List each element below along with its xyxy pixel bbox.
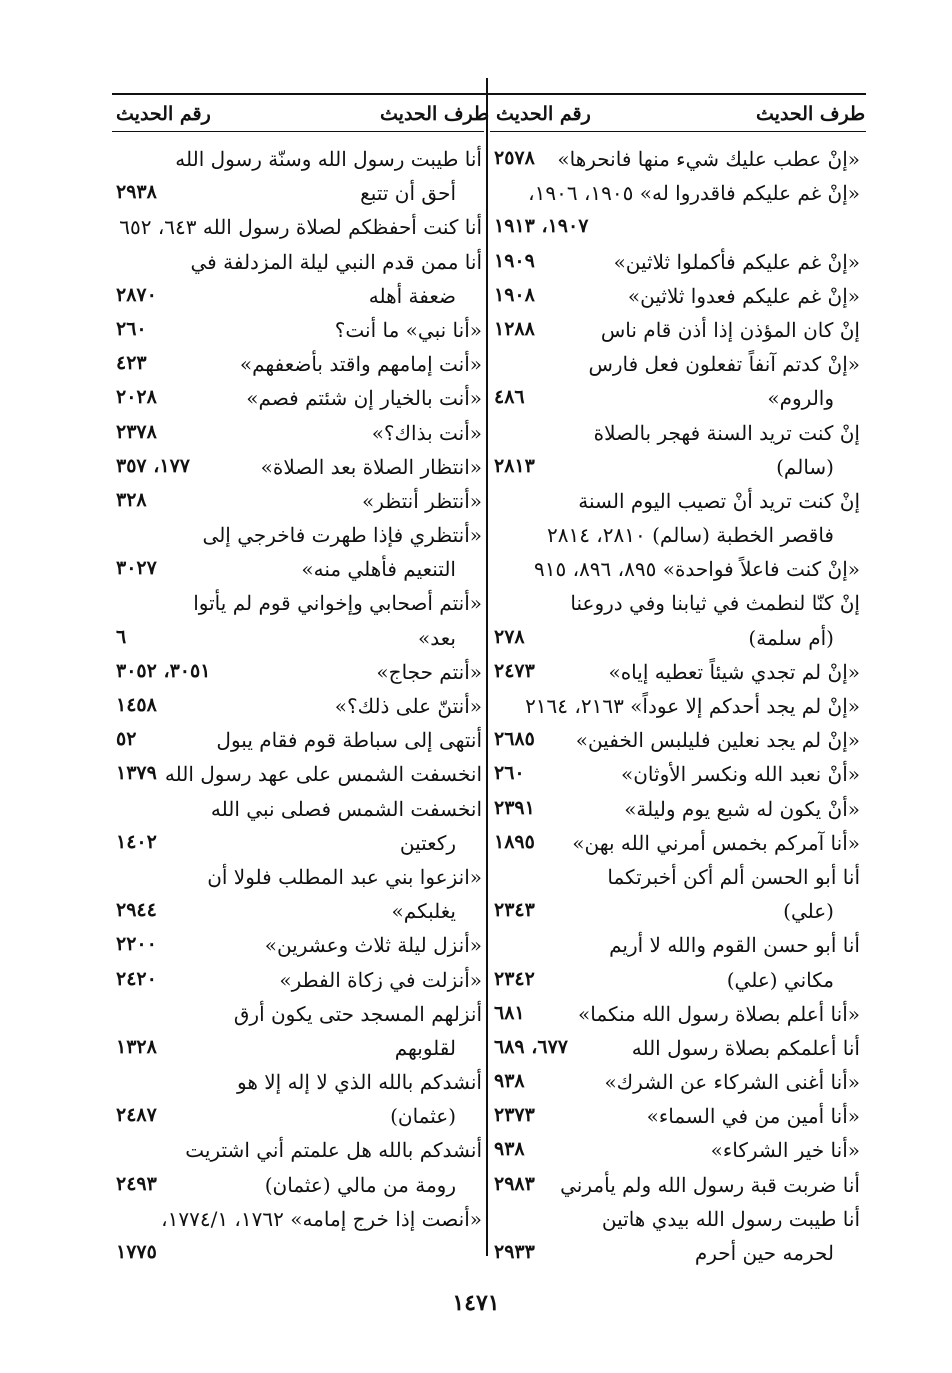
entry-text: إنْ كنّا لنطمث في ثيابنا وفي دروعنا <box>570 591 860 616</box>
entry-text: انخسفت الشمس على عهد رسول الله <box>164 762 482 787</box>
entry-number: ١٢٨٨ <box>494 317 535 340</box>
index-entry <box>112 861 484 895</box>
index-entry <box>112 553 484 587</box>
entry-text: إنْ كنت تريد السنة فهجر بالصلاة <box>593 420 860 445</box>
entry-text: «إنْ غم عليكم فأكملوا ثلاثين» <box>613 249 860 274</box>
entry-text: «أنا أعلم بصلاة رسول الله منكما» <box>578 1001 860 1026</box>
index-entry <box>112 1203 484 1237</box>
entry-number: ٢٢٠٠ <box>116 933 157 956</box>
entry-number: ١٧٧٥ <box>116 1241 157 1263</box>
index-entry <box>112 622 484 656</box>
index-entry <box>112 211 484 245</box>
right-number-header: رقم الحديث <box>496 103 591 125</box>
entry-text: (سالم) <box>776 454 834 479</box>
index-entry <box>112 417 484 451</box>
entry-text: (عثمان) <box>390 1104 456 1129</box>
entry-text: «إنْ غم عليكم فاقدروا له» ١٩٠٥، ١٩٠٦، <box>528 181 860 206</box>
entry-number: ٢٣٤٣ <box>494 899 535 922</box>
entry-text: «أنا أغنى الشركاء عن الشرك» <box>604 1070 860 1095</box>
entry-number: ١٣٢٨ <box>116 1035 157 1058</box>
index-entry <box>490 861 862 895</box>
entry-number: ٢٤٢٠ <box>116 967 157 990</box>
entry-number: ٢٦٠ <box>116 317 147 340</box>
entry-number: ٢٩٣٨ <box>116 181 157 204</box>
entry-text: «أنا أمين من في السماء» <box>646 1104 860 1129</box>
entry-number: ٢٥٧٨ <box>494 147 535 169</box>
entry-text: ركعتين <box>399 830 456 855</box>
entry-text: «إنْ كنت فاعلاً فواحدة» ٨٩٥، ٨٩٦، ٩١٥ <box>534 557 860 582</box>
left-header-rule <box>112 131 484 132</box>
index-entry <box>112 382 484 416</box>
index-entry <box>112 314 484 348</box>
index-entry <box>490 1203 862 1237</box>
entry-text: مكاني (علي) <box>726 967 834 992</box>
index-entry <box>112 1134 484 1168</box>
index-entry <box>112 998 484 1032</box>
entry-text: «أنصت إذا خرج إمامه» ١٧٦٢، ١٧٧٤/١، <box>161 1206 482 1231</box>
entry-text: «إنْ كدتم آنفاً تفعلون فعل فارس <box>588 352 860 377</box>
entry-text: إنْ كان المؤذن إذا أذن قام ناس <box>600 317 860 342</box>
entry-text: فاقصر الخطبة (سالم) ٢٨١٠، ٢٨١٤ <box>546 523 834 548</box>
entry-number: ٢٨٧٠ <box>116 283 157 306</box>
entry-number: ٦٧٧، ٦٨٩ <box>494 1035 568 1058</box>
right-column <box>490 143 862 1271</box>
index-entry <box>490 1100 862 1134</box>
index-entry <box>490 417 862 451</box>
index-entry <box>112 1066 484 1100</box>
entry-number: ٣٢٨ <box>116 488 147 511</box>
top-rule <box>112 93 866 95</box>
entry-number: ٢٨١٣ <box>494 454 535 477</box>
index-entry <box>112 1032 484 1066</box>
entry-number: ٢٤٩٣ <box>116 1172 157 1195</box>
index-entry <box>112 280 484 314</box>
entry-text: «إنْ لم يجد أحدكم إلا عوداً» ٢١٦٣، ٢١٦٤ <box>525 694 860 718</box>
entry-text: أنشدكم بالله الذي لا إله إلا هو <box>237 1070 482 1095</box>
entry-text: «أنْ يكون له شبع يوم وليلة» <box>624 796 860 821</box>
index-entry <box>112 793 484 827</box>
entry-number: ٤٢٣ <box>116 352 147 375</box>
entry-number: ٩٣٨ <box>494 1138 525 1161</box>
entry-text: «أنت بالخيار إن شئتم فصم» <box>246 386 482 411</box>
entry-number: ٢٩٣٣ <box>494 1241 535 1263</box>
entry-number: ٢٤٨٧ <box>116 1104 157 1127</box>
entry-number: ١٨٩٥ <box>494 830 535 853</box>
entry-text: أنا طيبت رسول الله وسنّة رسول الله <box>175 147 482 171</box>
entry-number: ٥٢ <box>116 728 137 751</box>
index-entry <box>490 177 862 211</box>
index-entry <box>112 929 484 963</box>
entry-text: والروم» <box>767 386 834 411</box>
index-entry <box>490 587 862 621</box>
index-entry <box>112 690 484 724</box>
entry-number: ٢٦٨٥ <box>494 728 535 751</box>
index-entry <box>112 1169 484 1203</box>
entry-text: أنا أبو حسن القوم والله لا أريم <box>609 933 860 958</box>
entry-text: أنا أبو الحسن ألم أكن أخبرتكما <box>607 864 860 889</box>
index-entry <box>490 451 862 485</box>
entry-number: ٤٨٦ <box>494 386 525 409</box>
index-entry <box>490 1134 862 1168</box>
entry-text: انخسفت الشمس فصلى نبي الله <box>210 796 482 821</box>
left-number-header: رقم الحديث <box>116 103 211 125</box>
index-entry <box>490 656 862 690</box>
index-entry <box>490 211 862 245</box>
entry-text: أنا ضربت قبة رسول الله ولم يأمرني <box>560 1172 860 1197</box>
entry-number: ٢٦٠ <box>494 762 525 785</box>
entry-number: ١٣٧٩ <box>116 762 157 785</box>
index-entry <box>112 827 484 861</box>
index-entry <box>490 998 862 1032</box>
entry-number: ٢٣٩١ <box>494 796 535 819</box>
index-entry <box>112 964 484 998</box>
entry-text: «إنْ لم يجد نعلين فليلبس الخفين» <box>575 728 860 753</box>
index-entry <box>490 895 862 929</box>
index-entry <box>490 724 862 758</box>
entry-text: يغلبكم» <box>391 899 456 924</box>
entry-text: «إنْ عطب عليك شيء منها فانحرها» <box>557 147 860 171</box>
index-entry <box>490 280 862 314</box>
index-entry <box>490 485 862 519</box>
entry-text: «أنا خير الشركاء» <box>710 1138 860 1163</box>
entry-text: «أنزل ليلة ثلاث وعشرين» <box>264 933 482 958</box>
index-entry <box>490 1032 862 1066</box>
entry-number: ١٩٠٨ <box>494 283 535 306</box>
entry-text: أحق أن تتبع <box>360 181 456 206</box>
index-entry <box>490 1066 862 1100</box>
entry-text: أنزلهم المسجد حتى يكون أرق <box>233 1001 482 1026</box>
entry-text: رومة من مالي (عثمان) <box>264 1172 456 1197</box>
entry-text: «انزعوا بني عبد المطلب فلولا أن <box>207 864 482 889</box>
index-entry <box>112 587 484 621</box>
entry-text: «أنتم أصحابي وإخواني قوم لم يأتوا <box>193 591 482 616</box>
entry-text: «أنتظري فإذا طهرت فاخرجي إلى <box>202 523 482 548</box>
entry-text: أنا أعلمكم بصلاة رسول الله <box>631 1035 860 1060</box>
entry-number: ٢٣٤٢ <box>494 967 535 990</box>
entry-text: «أنْ نعبد الله ونكسر الأوثان» <box>620 762 860 787</box>
index-entry <box>112 177 484 211</box>
page-number: ١٤٧١ <box>452 1290 500 1316</box>
entry-text: أنشدكم بالله هل علمتم أني اشتريت <box>185 1138 482 1163</box>
entry-number: ٢٩٨٣ <box>494 1172 535 1195</box>
entry-text: «أنتظر أنتظر» <box>361 488 482 513</box>
left-column <box>112 143 484 1271</box>
entry-number: ٦٨١ <box>494 1001 525 1024</box>
index-entry <box>490 246 862 280</box>
entry-number: ٩٣٨ <box>494 1070 525 1093</box>
entry-text: «إنْ لم تجدي شيئاً تعطيه إياه» <box>608 659 860 684</box>
entry-number: ١٩٠٩ <box>494 249 535 272</box>
entry-text: (علي) <box>783 899 834 924</box>
index-entry <box>112 1237 484 1271</box>
entry-text: «أنا آمركم بخمس أمرني الله بهن» <box>572 830 860 855</box>
entry-number: ٢٣٧٨ <box>116 420 157 443</box>
index-entry <box>490 143 862 177</box>
entry-text: «إنْ غم عليكم فعدوا ثلاثين» <box>627 283 860 308</box>
entry-text: بعد» <box>418 625 456 650</box>
index-entry <box>490 314 862 348</box>
entry-text: أنا كنت أحفظكم لصلاة رسول الله ٦٤٣، ٦٥٢ <box>119 215 482 240</box>
entry-text: أنا طيبت رسول الله بيدي هاتين <box>601 1206 860 1231</box>
entry-text: التنعيم فأهلي منه» <box>301 557 456 582</box>
index-entry <box>112 724 484 758</box>
index-entry <box>112 348 484 382</box>
index-entry <box>490 622 862 656</box>
entry-text: (أم سلمة) <box>748 625 834 650</box>
index-entry <box>112 519 484 553</box>
entry-text: «انتظار الصلاة بعد الصلاة» <box>260 454 482 479</box>
entry-text: أنتهى إلى سباطة قوم فقام يبول <box>216 728 482 753</box>
left-term-header: طرف الحديث <box>380 103 490 125</box>
index-entry <box>490 1169 862 1203</box>
entry-number: ١٤٥٨ <box>116 694 157 716</box>
index-entry <box>490 382 862 416</box>
index-entry <box>490 793 862 827</box>
index-entry <box>112 143 484 177</box>
entry-number: ٢٧٨ <box>494 625 525 648</box>
entry-number: ٢٠٢٨ <box>116 386 157 409</box>
right-header-rule <box>490 131 866 132</box>
index-entry <box>112 451 484 485</box>
entry-text: ضعفة أهله <box>368 283 456 308</box>
entry-text: إنْ كنت تريد أنْ تصيب اليوم السنة <box>578 488 860 513</box>
index-entry <box>112 656 484 690</box>
index-entry <box>490 1237 862 1271</box>
entry-number: ٣٠٥١، ٣٠٥٢ <box>116 659 211 682</box>
right-term-header: طرف الحديث <box>756 103 866 125</box>
entry-text: لحرمه حين أحرم <box>694 1241 834 1265</box>
entry-text: «أنزلت في زكاة الفطر» <box>279 967 482 992</box>
entry-number: ٦ <box>116 625 127 648</box>
entry-number: ١٧٧، ٣٥٧ <box>116 454 190 477</box>
index-entry <box>490 519 862 553</box>
entry-number: ٢٣٧٣ <box>494 1104 535 1127</box>
entry-number: ١٤٠٢ <box>116 830 157 853</box>
entry-text: «أنت إمامهم واقتد بأضعفهم» <box>239 352 482 377</box>
index-entry <box>490 348 862 382</box>
index-entry <box>490 690 862 724</box>
entry-text: «أنتم حجاج» <box>376 659 482 684</box>
index-entry <box>490 758 862 792</box>
entry-number: ٣٠٢٧ <box>116 557 157 580</box>
column-divider <box>486 78 488 1256</box>
index-entry <box>490 929 862 963</box>
index-entry <box>490 553 862 587</box>
index-entry <box>112 758 484 792</box>
index-entry <box>112 895 484 929</box>
entry-text: أنا ممن قدم النبي ليلة المزدلفة في <box>190 249 482 274</box>
index-entry <box>490 964 862 998</box>
index-entry <box>112 246 484 280</box>
entry-number: ٢٩٤٤ <box>116 899 157 922</box>
index-entry <box>112 1100 484 1134</box>
entry-text: «أنا نبي» ما أنت؟ <box>334 317 482 342</box>
entry-text: «أنت بذاك؟» <box>371 420 482 445</box>
entry-number: ٢٤٧٣ <box>494 659 535 682</box>
index-entry <box>490 827 862 861</box>
index-entry <box>112 485 484 519</box>
entry-text: «أنتنّ على ذلك؟» <box>334 694 482 718</box>
entry-number: ١٩٠٧، ١٩١٣ <box>494 215 589 238</box>
entry-text: لقلوبهم <box>394 1035 456 1060</box>
